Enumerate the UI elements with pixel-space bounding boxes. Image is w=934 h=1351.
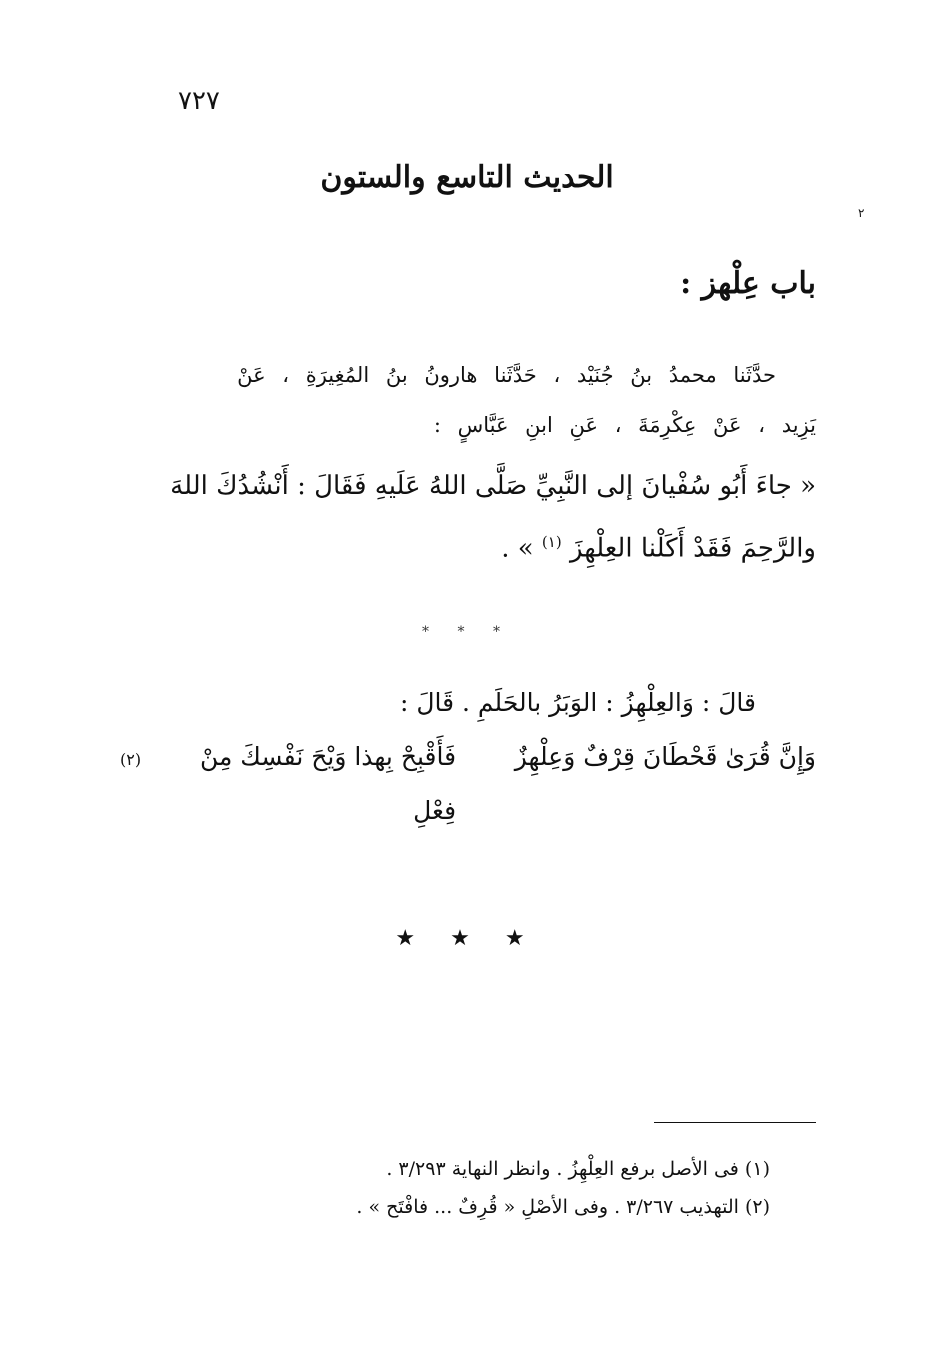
section-heading: باب عِلْهز : (680, 266, 816, 301)
gloss-line: قالَ : وَالعِلْهِزُ : الوَبَرُ بالحَلَمِ . قَالَ : (399, 688, 756, 717)
isnad-line-2: يَزِيد ، عَنْ عِكْرِمَةَ ، عَنِ ابنِ عَبَّاسٍ : (433, 413, 816, 437)
chapter-title: الحديث التاسع والستون (320, 160, 614, 195)
footnote-ref-1: (١) (541, 533, 562, 551)
footnotes (200, 1150, 770, 1226)
hadith-line-2-text: والرَّحِمَ فَقَدْ أَكَلْنا العِلْهِزَ (569, 533, 816, 564)
hadith-text (140, 458, 816, 577)
verse-second-hemistich: فَأَقْبِحْ بِهذا وَيْحَ نَفْسِكَ مِنْ فِعْلِ (199, 742, 457, 825)
verse-first-hemistich: وَإِنَّ قُرَىٰ قَحْطَانَ قِرْفٌ وَعِلْهِزٌ (514, 742, 816, 771)
section-separator: ★ ★ ★ (395, 926, 539, 951)
gloss-block (120, 676, 816, 838)
footnote-2: (٢) التهذيب ٣/٢٦٧ . وفى الأصْلِ « قُرِفٌ ... فافْتَح » . (356, 1196, 770, 1218)
footnote-1: (١) فى الأصل برفع العِلْهِزُ . وانظر النهاية ٣/٢٩٣ . (386, 1158, 770, 1180)
hadith-line-2 (140, 514, 816, 577)
footnote-ref-2: (٢) (120, 750, 142, 769)
footnote-divider (654, 1122, 816, 1123)
isnad-paragraph (140, 350, 816, 450)
small-separator: * * * (422, 624, 512, 640)
isnad-line-1: حدَّثَنا محمدُ بنُ جُنَيْد ، حَدَّثَنا هارونُ بنُ المُغِيرَةِ ، عَنْ (237, 363, 776, 387)
hadith-line-2-end: » . (501, 533, 534, 564)
margin-mark: ٢ (858, 206, 865, 220)
page-number: ٧٢٧ (178, 86, 220, 116)
hadith-line-1: « جاءَ أَبُو سُفْيانَ إلى النَّبِيِّ صَلَّى اللهُ عَلَيهِ فَقَالَ : أَنْشُدُكَ اللهَ (170, 471, 816, 501)
verse-line (120, 730, 816, 838)
